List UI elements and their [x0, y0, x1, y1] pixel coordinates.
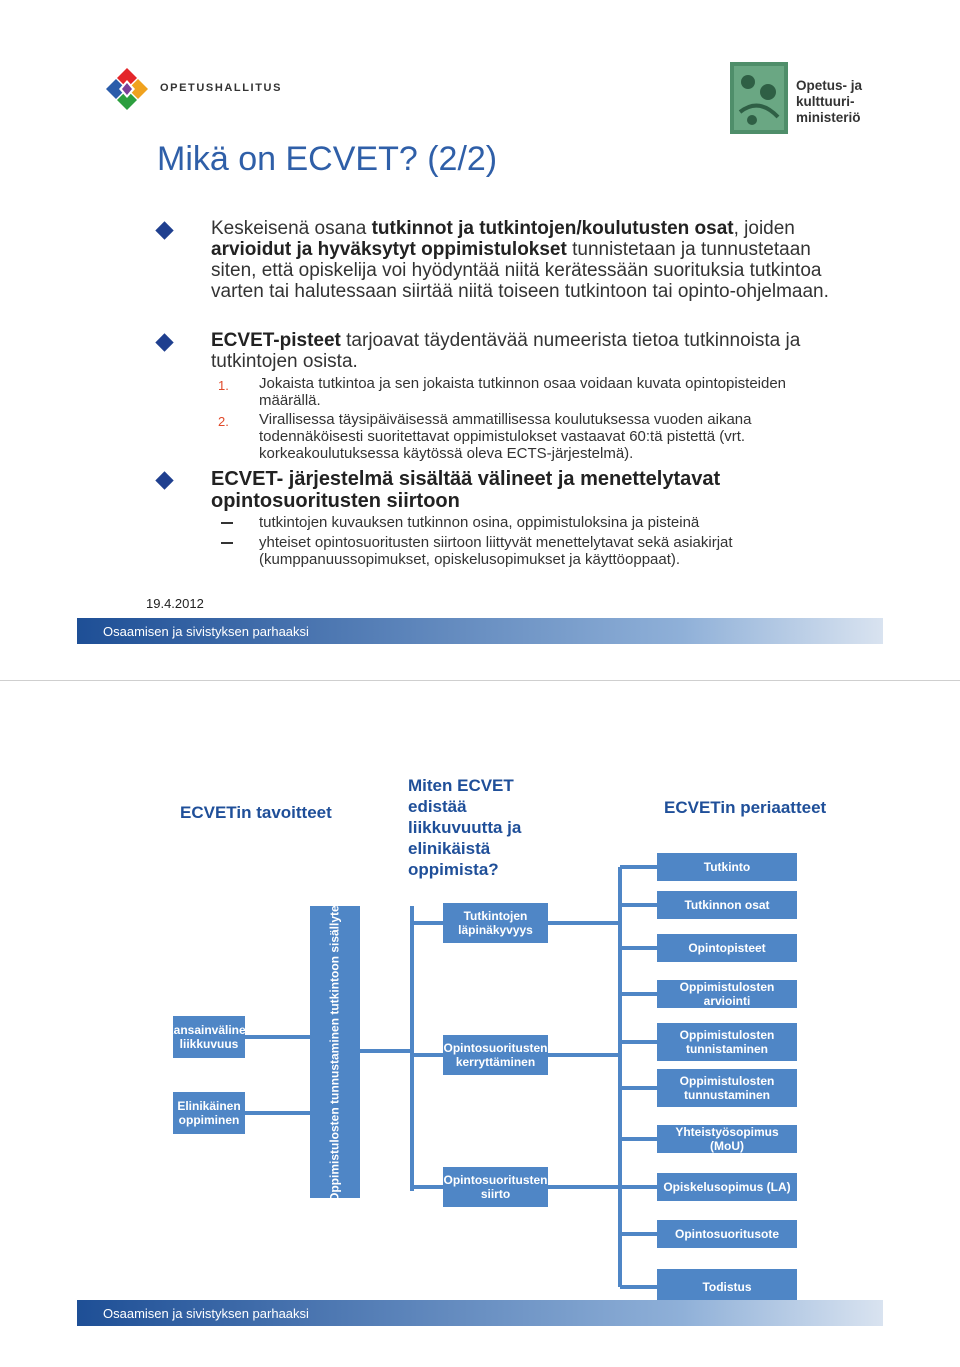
goal-box-mobility: Kansainvälinen liikkuvuus	[173, 1016, 245, 1058]
footer-text: Osaamisen ja sivistyksen parhaaksi	[103, 624, 309, 639]
numbered-text-2: Virallisessa täysipäiväisessä ammatillisessa koulutuksessa vuoden aikana todennäköisesti suoritettavat oppimistulokset vastaavat 60:tä pistettä (vrt. korkeakoulutuksessa käytössä oleva ECTS-järjestelmä).	[259, 411, 752, 462]
dash-icon	[221, 522, 233, 524]
principle-box-transcript: Opintosuoritusote	[657, 1220, 797, 1248]
principle-box-points: Opintopisteet	[657, 934, 797, 962]
heading-goals: ECVETin tavoitteet	[180, 803, 332, 822]
slide-date: 19.4.2012	[146, 596, 204, 611]
principle-box-la: Opiskelusopimus (LA)	[657, 1173, 797, 1201]
number-1: 1.	[218, 378, 229, 393]
how-box-accumulation: Opintosuoritusten kerryttäminen	[443, 1035, 548, 1075]
numbered-text-1: Jokaista tutkintoa ja sen jokaista tutkinnon osaa voidaan kuvata opintopisteiden määrällä.	[259, 375, 787, 409]
text-run: , joiden	[733, 218, 795, 239]
text-bold: tutkinnot ja tutkintojen/koulutusten osat	[371, 218, 734, 239]
footer-text-2: Osaamisen ja sivistyksen parhaaksi	[103, 1306, 309, 1321]
heading-how: Miten ECVET edistää liikkuvuutta ja elinikäistä oppimista?	[408, 776, 522, 879]
slide-title: Mikä on ECVET? (2/2)	[157, 140, 498, 178]
principle-box-validation: Oppimistulosten tunnistaminen	[657, 1023, 797, 1061]
number-2: 2.	[218, 414, 229, 429]
opetushallitus-logo-icon	[104, 66, 150, 112]
slide-1	[0, 0, 960, 680]
bullet-icon	[155, 471, 173, 489]
heading-principles: ECVETin periaatteet	[664, 798, 827, 817]
dash-icon	[221, 542, 233, 544]
dash-text-1: tutkintojen kuvauksen tutkinnon osina, oppimistuloksina ja pisteinä	[259, 514, 700, 531]
text-bold: arvioidut ja hyväksytyt oppimistulokset	[211, 239, 567, 260]
bullet-text-3: ECVET- järjestelmä sisältää välineet ja menettelytavat opintosuoritusten siirtoon	[211, 468, 721, 512]
footer-bar-2	[77, 1300, 883, 1326]
principle-box-recognition: Oppimistulosten tunnustaminen	[657, 1069, 797, 1107]
text-run: Keskeisenä osana	[211, 218, 372, 239]
how-box-transparency: Tutkintojen läpinäkyvyys	[443, 903, 548, 943]
opetushallitus-wordmark: OPETUSHALLITUS	[160, 82, 283, 94]
goal-box-lifelong: Elinikäinen oppiminen	[173, 1092, 245, 1134]
text-run: tunnistetaan ja tunnustetaan siten, että opiskelija voi hyödyntää niitä kerätessään suorituksia tutkintoa varten tai halutessaan siirtää niitä toiseen tutkintoon tai opinto-ohjelmaan.	[211, 239, 829, 302]
bullet-icon	[155, 221, 173, 239]
dash-text-2: yhteiset opintosuoritusten siirtoon liittyvät menettelytavat sekä asiakirjat (kumppanuussopimukset, opiskelusopimukset ja käyttöoppaat).	[259, 534, 733, 568]
bullet-text-2	[211, 330, 831, 372]
principle-box-units: Tutkinnon osat	[657, 891, 797, 919]
recognition-vertical-text: Oppimistulosten tunnustaminen tutkintoon sisällytettäväksi	[327, 860, 342, 1202]
recognition-vertical-box	[310, 860, 360, 1202]
principle-box-assessment: Oppimistulosten arviointi	[657, 980, 797, 1008]
text-run: tarjoavat täydentävää numeerista tietoa tutkinnoista ja tutkintojen osista.	[211, 330, 801, 372]
text-bold: ECVET-pisteet	[211, 330, 341, 351]
principle-box-mou: Yhteistyösopimus (MoU)	[657, 1125, 797, 1153]
principle-box-qualification: Tutkinto	[657, 853, 797, 881]
ministry-emblem-icon	[730, 62, 788, 134]
footer-bar	[77, 618, 883, 644]
bullet-text-1	[211, 218, 841, 302]
principle-box-certificate: Todistus	[657, 1269, 797, 1305]
how-box-transfer: Opintosuoritusten siirto	[443, 1167, 548, 1207]
slide-2-diagram	[0, 681, 960, 1367]
ministry-wordmark: Opetus- ja kulttuuri- ministeriö	[796, 78, 863, 125]
bullet-icon	[155, 333, 173, 351]
